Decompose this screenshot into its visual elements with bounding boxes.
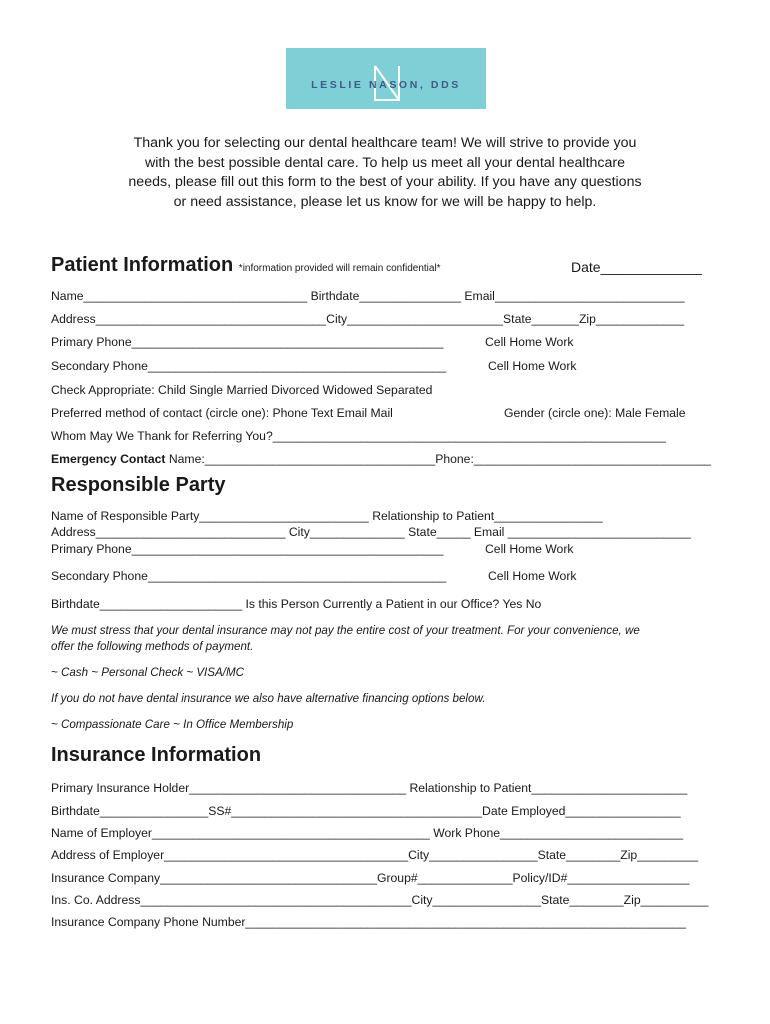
logo-text: LESLIE NASON, DDS [311,79,461,91]
responsible-primary-phone-type-options[interactable]: Cell Home Work [485,542,574,556]
gender-options[interactable]: Gender (circle one): Male Female [504,406,686,420]
insurance-disclaimer: We must stress that your dental insurance may not pay the entire cost of your treatment. For your convenience, we [51,624,640,637]
insurance-holder-line[interactable]: Primary Insurance Holder________________________________ Relationship to Patient_______________________ [51,781,688,795]
employer-line[interactable]: Name of Employer_________________________________________ Work Phone___________________________ [51,826,684,840]
emergency-contact-fields[interactable]: Name:__________________________________Phone:___________________________________ [165,452,712,466]
employer-address-line[interactable]: Address of Employer____________________________________City________________State________Zip_________ [51,848,699,862]
insurance-info-heading: Insurance Information [51,744,262,766]
intro-line: or need assistance, please let us know for we will be happy to help. [173,193,597,210]
primary-phone-field[interactable]: Primary Phone______________________________________________ [51,335,444,349]
date-field[interactable]: Date_____________ [571,259,702,275]
financing-note: If you do not have dental insurance we also have alternative financing options below. [51,692,486,705]
payment-methods: ~ Cash ~ Personal Check ~ VISA/MC [51,666,244,679]
responsible-address-line[interactable]: Address____________________________ City______________ State_____ Email ___________________________ [51,525,691,539]
contact-method-options[interactable]: Preferred method of contact (circle one): Phone Text Email Mail [51,406,393,420]
practice-logo [286,48,486,109]
secondary-phone-field[interactable]: Secondary Phone____________________________________________ [51,359,447,373]
financing-options: ~ Compassionate Care ~ In Office Membership [51,718,294,731]
responsible-secondary-phone-type-options[interactable]: Cell Home Work [488,569,577,583]
insurance-address-line[interactable]: Ins. Co. Address________________________________________City________________State________Zip__________ [51,893,709,907]
primary-phone-type-options[interactable]: Cell Home Work [485,335,574,349]
insurance-phone-line[interactable]: Insurance Company Phone Number_________________________________________________________________ [51,915,687,929]
responsible-name-relationship-line[interactable]: Name of Responsible Party_________________________ Relationship to Patient________________ [51,509,603,523]
responsible-birthdate-patient-line[interactable]: Birthdate_____________________ Is this Person Currently a Patient in our Office? Yes No [51,597,542,611]
intro-paragraph [100,134,670,212]
section-title: Patient Information [51,254,234,276]
responsible-primary-phone-field[interactable]: Primary Phone______________________________________________ [51,542,444,556]
referral-field[interactable]: Whom May We Thank for Referring You?__________________________________________________________ [51,429,666,443]
address-line[interactable]: Address__________________________________City_______________________State_______Zip_____________ [51,312,685,326]
marital-status-options[interactable]: Check Appropriate: Child Single Married Divorced Widowed Separated [51,383,433,397]
name-birthdate-email-line[interactable]: Name_________________________________ Birthdate_______________ Email____________________________ [51,289,685,303]
secondary-phone-type-options[interactable]: Cell Home Work [488,359,577,373]
intro-line: with the best possible dental care. To help us meet all your dental healthcare [144,154,626,171]
intro-line: Thank you for selecting our dental healthcare team! We will strive to provide you [133,135,637,151]
patient-info-heading [51,254,441,277]
insurance-disclaimer-cont: offer the following methods of payment. [51,640,254,653]
insurance-birthdate-ss-line[interactable]: Birthdate________________SS#_____________________________________Date Employed_________________ [51,804,681,818]
emergency-contact-label: Emergency Contact [51,452,166,466]
responsible-secondary-phone-field[interactable]: Secondary Phone____________________________________________ [51,569,447,583]
responsible-party-heading: Responsible Party [51,474,226,496]
intro-line: needs, please fill out this form to the best of your ability. If you have any questions [128,174,642,190]
emergency-contact-line[interactable] [51,452,711,466]
confidential-note: *information provided will remain confidential* [238,263,441,274]
insurance-company-line[interactable]: Insurance Company________________________________Group#______________Policy/ID#__________________ [51,871,690,885]
